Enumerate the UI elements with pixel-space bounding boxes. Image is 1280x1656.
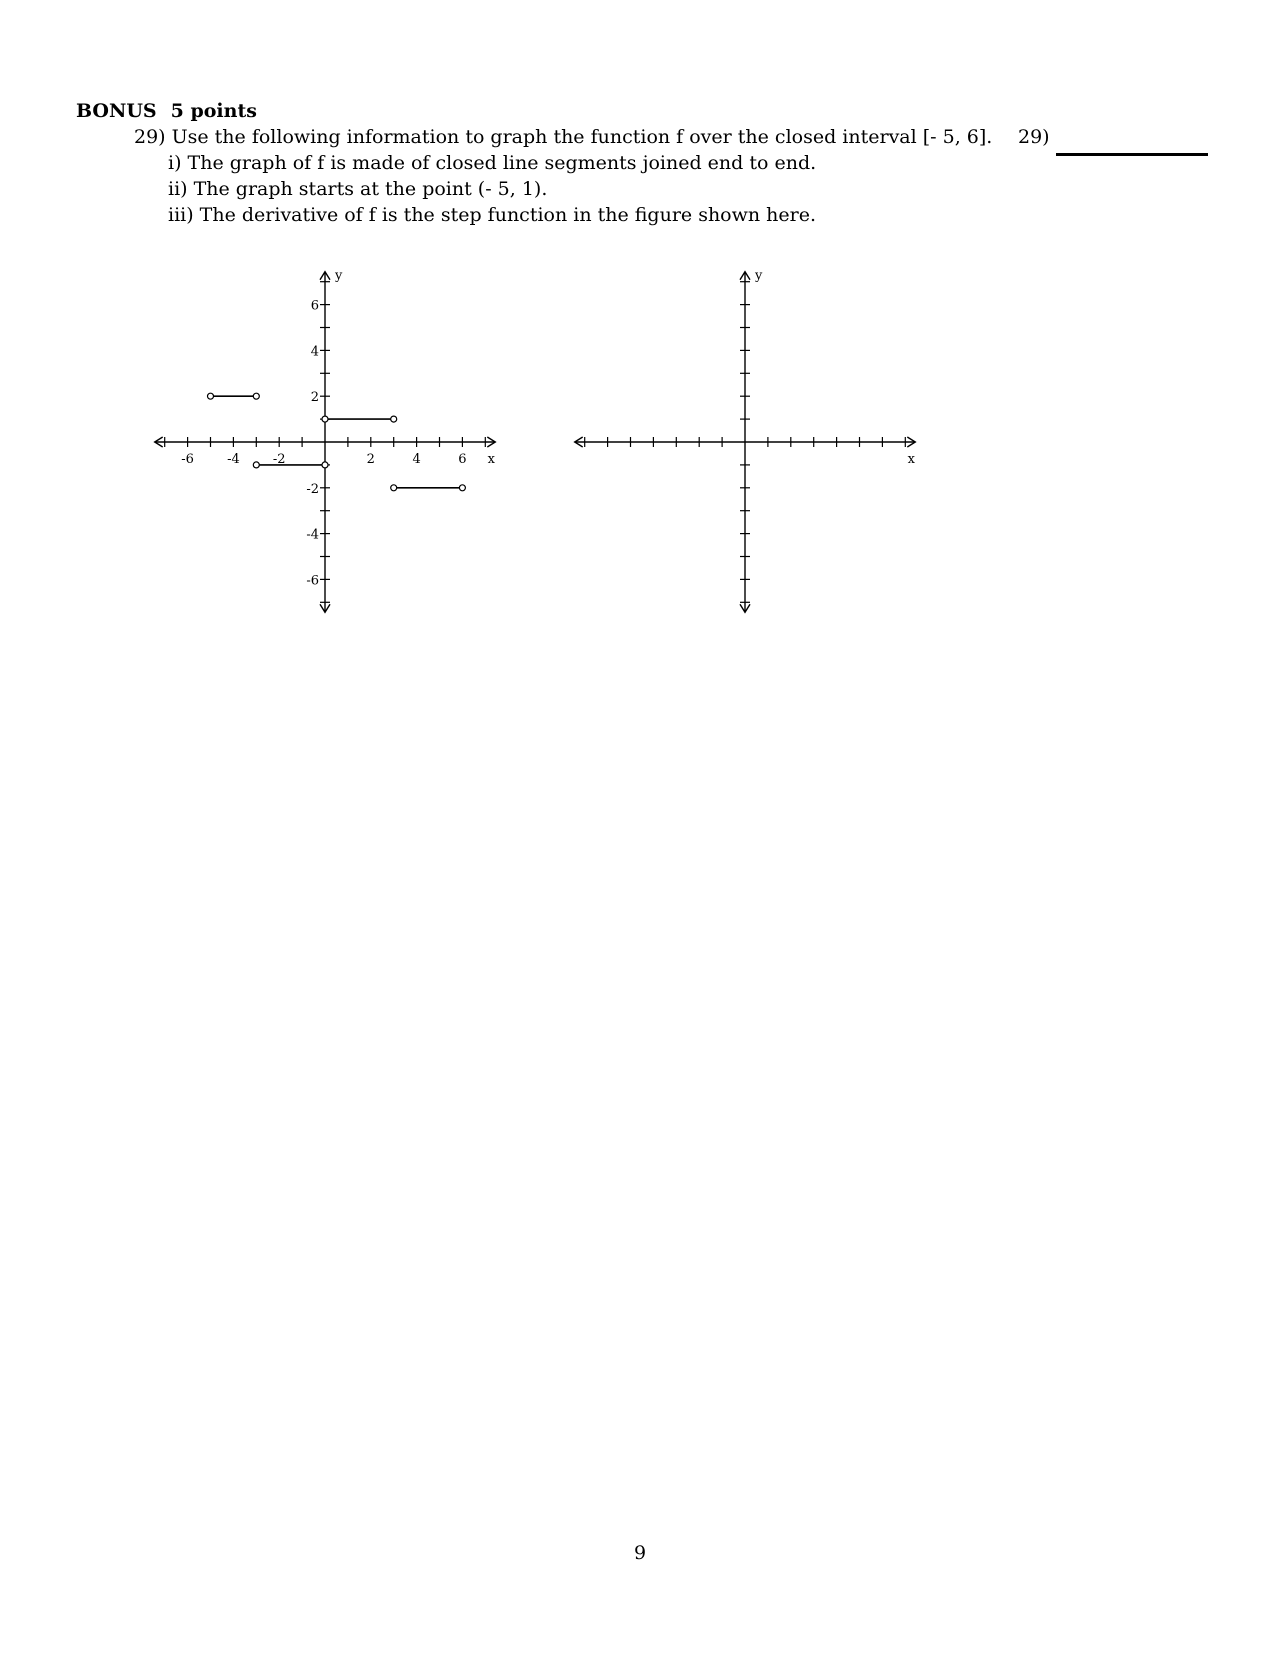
question-condition-1: i) The graph of f is made of closed line segments joined end to end. [168,152,817,174]
x-tick-label: 4 [412,452,421,467]
step-segment [391,485,466,491]
y-axis-label: y [755,268,763,284]
question-condition-2: ii) The graph starts at the point (- 5, 1). [168,178,548,200]
blank-answer-graph[interactable] [560,255,930,635]
open-endpoint [322,416,328,422]
y-tick-label: 4 [310,344,319,360]
open-endpoint [253,462,259,468]
y-tick-label: -6 [306,573,319,589]
answer-blank-line[interactable] [1056,153,1208,156]
x-tick-label: -2 [272,452,286,467]
bonus-title: BONUS [76,100,157,122]
bonus-header [76,100,257,122]
step-segment [253,462,328,468]
y-axis-label: y [335,268,343,284]
x-tick-label: 6 [458,452,467,467]
y-tick-label: -4 [306,527,319,543]
page-number: 9 [633,1542,647,1564]
x-tick-label: 2 [366,452,375,467]
derivative-step-graph [160,255,530,635]
open-endpoint [459,485,465,491]
y-tick-label: 6 [310,298,319,314]
step-segment [322,416,397,422]
open-endpoint [208,393,214,399]
open-endpoint [253,393,259,399]
step-segment [208,393,260,399]
bonus-points: 5 points [170,100,257,122]
x-axis-label: x [487,452,495,467]
question-prompt: 29) Use the following information to graph the function f over the closed interval [- 5, 6]. [134,126,993,148]
answer-label: 29) [1018,126,1050,148]
x-tick-label: -6 [181,452,194,467]
open-endpoint [391,485,397,491]
y-tick-label: -2 [306,481,319,497]
question-condition-3: iii) The derivative of f is the step function in the figure shown here. [168,204,817,226]
open-endpoint [391,416,397,422]
x-axis-label: x [907,452,915,467]
open-endpoint [322,462,328,468]
y-tick-label: 2 [310,390,319,406]
x-tick-label: -4 [227,452,240,467]
